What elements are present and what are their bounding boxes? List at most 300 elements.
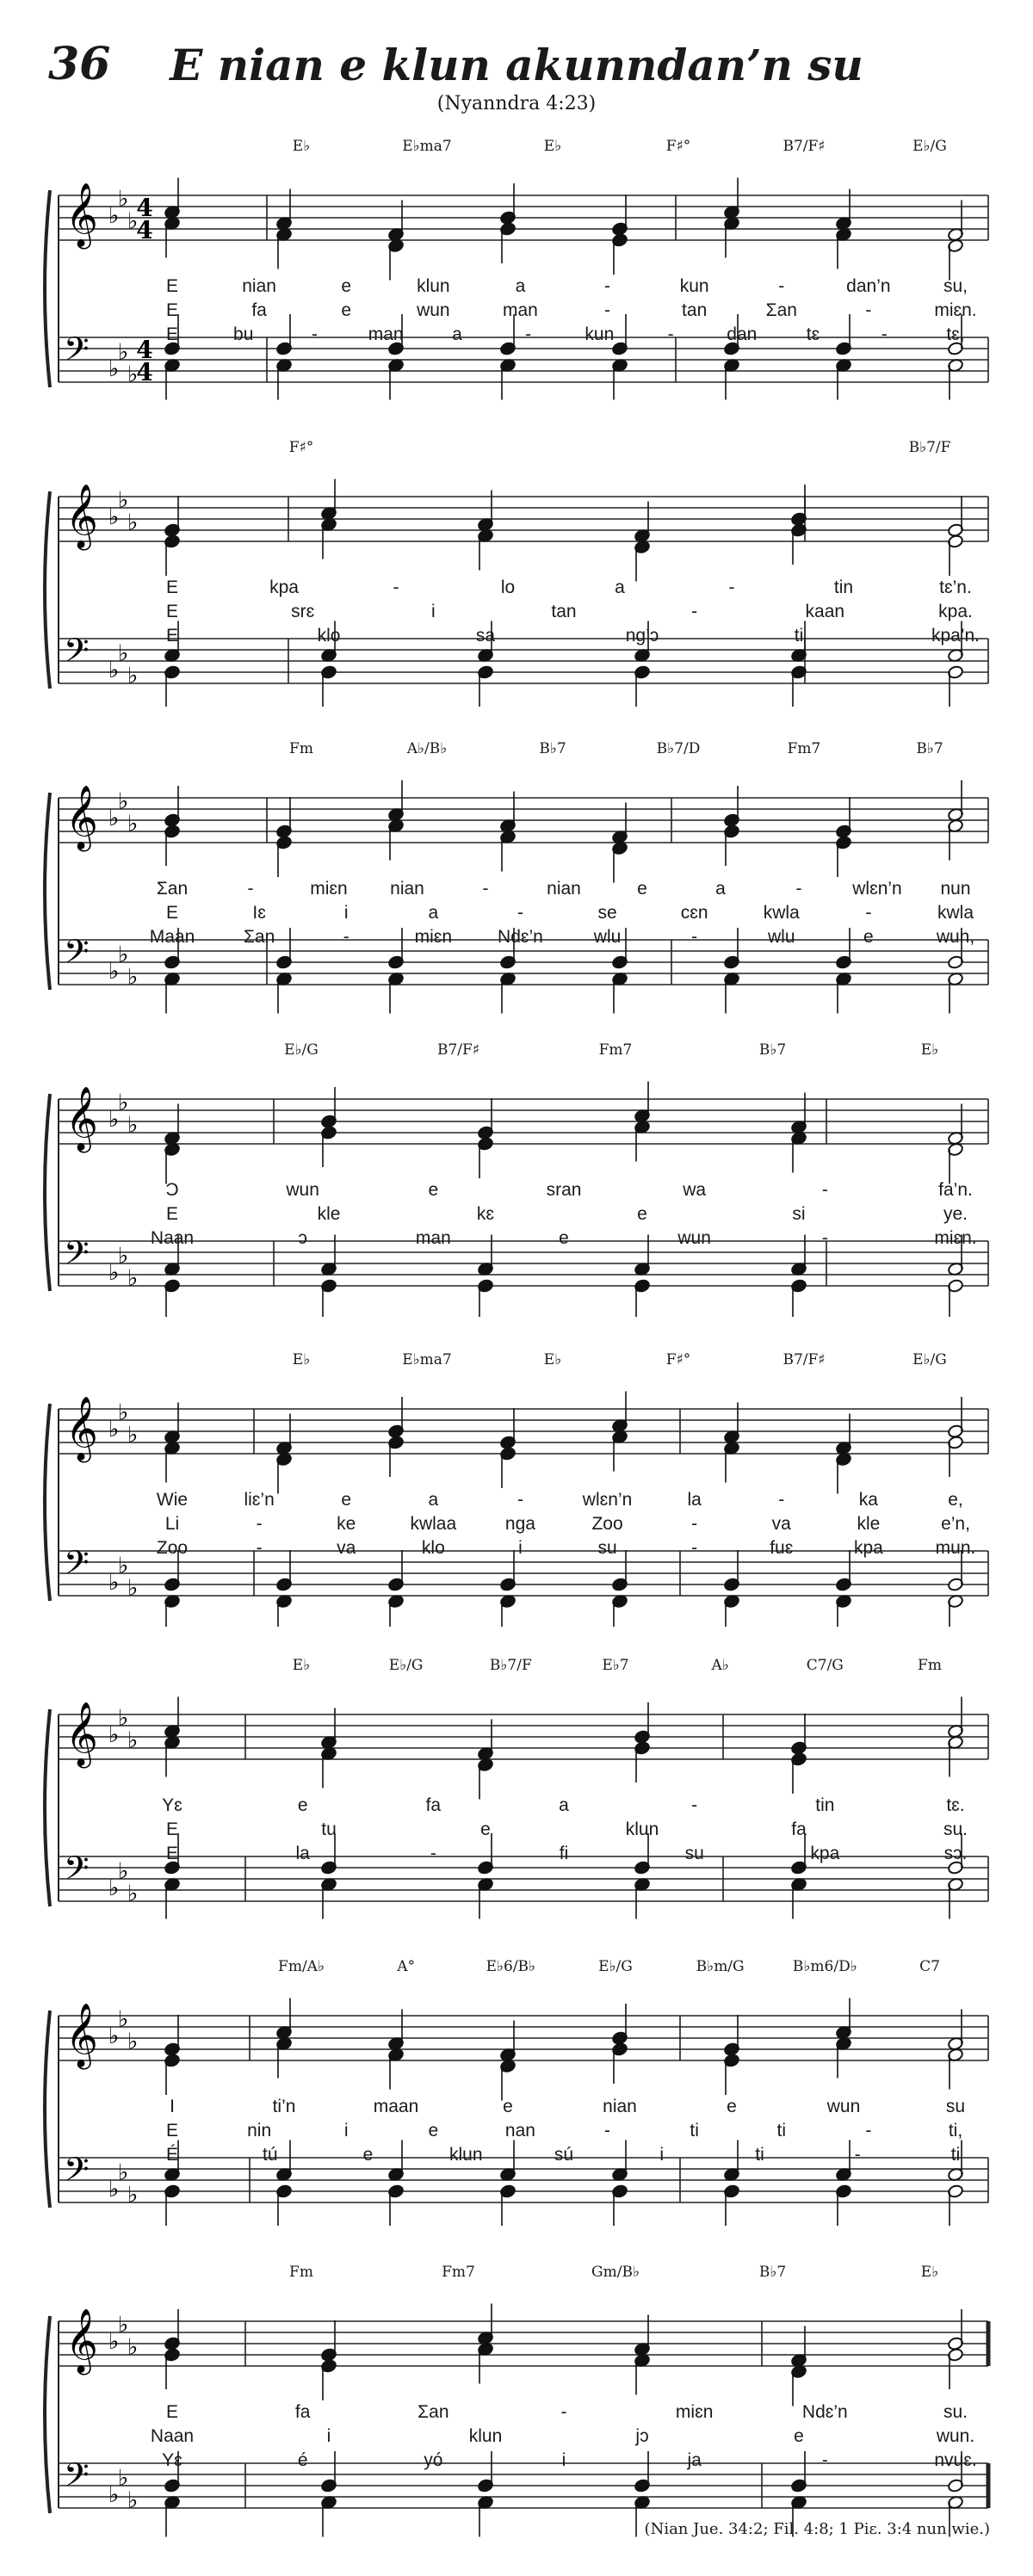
lyric-syllable: ka (858, 1490, 878, 1510)
note-head (947, 238, 963, 280)
note-head (275, 358, 292, 399)
note-head (611, 1430, 628, 1471)
svg-text:♭: ♭ (127, 208, 139, 235)
chord-symbol: F♯° (665, 138, 691, 155)
chord-symbol: C7 (919, 1958, 940, 1975)
key-signature-flats (108, 1859, 138, 1907)
note-head (835, 314, 851, 355)
chord-symbol: E♭/G (912, 1351, 947, 1368)
note-head (947, 1142, 963, 1183)
lyric-syllable: nvuɛ. (934, 2450, 977, 2470)
chord-symbol: Gm/B♭ (591, 2264, 640, 2281)
bass-clef-icon: 𝄢 (64, 932, 90, 979)
lyric-hyphen: - (604, 300, 611, 320)
lyric-syllable: klun (468, 2426, 503, 2446)
note-head (723, 1594, 739, 1627)
key-signature-flats (108, 1244, 138, 1292)
note-head (275, 1452, 292, 1493)
lyric-hyphen: - (691, 1795, 698, 1815)
scripture-reference: (Nyanndra 4:23) (436, 93, 597, 114)
bass-staff (59, 1856, 988, 1901)
lyric-syllable: e (559, 1228, 569, 1248)
note-head (947, 2184, 963, 2226)
bass-clef-icon: 𝄢 (64, 631, 90, 677)
note-head (387, 1436, 404, 1477)
time-signature (136, 194, 152, 244)
lyric-syllable: man (415, 1228, 451, 1248)
lyric-hyphen: - (604, 276, 611, 296)
lyric-syllable: nin (247, 2121, 272, 2140)
svg-text:♭: ♭ (108, 2329, 120, 2355)
svg-text:♭: ♭ (108, 203, 120, 229)
note-head (790, 1877, 807, 1918)
note-head (723, 2140, 739, 2182)
note-head (790, 1131, 807, 1172)
lyric-syllable: E (165, 578, 179, 597)
svg-text:♭: ♭ (118, 1243, 129, 1269)
lyric-syllable: miɛn (310, 879, 348, 899)
note-head (164, 2054, 180, 2095)
lyric-syllable: la (295, 1844, 310, 1863)
chord-symbol: E♭ma7 (402, 138, 452, 155)
svg-text:♭: ♭ (118, 2312, 129, 2338)
note-head (611, 2042, 628, 2084)
lyric-syllable: nian (390, 879, 424, 899)
lyric-hyphen: - (256, 1538, 263, 1558)
bass-clef-icon: 𝄢 (64, 1849, 90, 1895)
lyric-syllable: miɛn. (934, 1228, 977, 1248)
system-8 (0, 2255, 1033, 2539)
lyric-syllable: tan (551, 602, 577, 621)
brace (45, 491, 50, 689)
note-head (499, 1447, 516, 1488)
lyric-syllable: E (165, 2121, 179, 2140)
lyric-syllable: ja (687, 2450, 702, 2470)
lyric-syllable: su. (943, 2402, 968, 2422)
note-head (723, 358, 739, 399)
note-head (790, 665, 807, 707)
note-head (611, 972, 628, 1013)
note-head (499, 1408, 516, 1449)
lyric-syllable: e (341, 300, 352, 320)
key-signature-flats (108, 789, 138, 837)
lyric-syllable: cɛn (680, 903, 708, 923)
system-6 (0, 1648, 1033, 1932)
lyric-syllable: kaan (805, 602, 845, 621)
lyric-syllable: ti (950, 2145, 961, 2165)
svg-text:♭: ♭ (127, 1575, 139, 1602)
chord-symbol: E♭/G (284, 1041, 319, 1059)
lyric-syllable: wa (683, 1180, 707, 1200)
note-head (835, 1550, 851, 1591)
note-head (387, 358, 404, 399)
lyric-syllable: se (597, 903, 617, 923)
lyric-syllable: i (561, 2450, 566, 2470)
bass-staff (59, 1241, 988, 1286)
svg-text:♭: ♭ (127, 2182, 139, 2208)
lyric-syllable: fa (294, 2402, 311, 2422)
lyric-syllable: wun, (936, 927, 975, 947)
note-head (611, 195, 628, 236)
note-head (634, 1120, 650, 1161)
bass-staff (59, 639, 988, 683)
note-head (723, 2184, 739, 2226)
note-head (947, 1436, 963, 1477)
treble-clef-icon: 𝄞 (65, 1397, 98, 1461)
brace (45, 793, 50, 990)
svg-text:4: 4 (136, 216, 153, 244)
note-head (275, 928, 292, 969)
note-head (477, 2451, 493, 2493)
lyric-syllable: ti (776, 2121, 787, 2140)
system-3 (0, 732, 1033, 1016)
note-head (611, 2140, 628, 2182)
note-head (835, 2184, 851, 2226)
lyric-hyphen: - (778, 1490, 785, 1510)
note-head (164, 825, 180, 866)
note-head (275, 1998, 292, 2040)
svg-text:♭: ♭ (108, 1107, 120, 1133)
lyric-syllable: klo (317, 626, 341, 646)
bass-clef-icon: 𝄢 (64, 2150, 90, 2196)
chord-symbol: F♯° (665, 1351, 691, 1368)
note-head (790, 2451, 807, 2493)
lyric-hyphen: - (865, 903, 872, 923)
note-head (723, 1550, 739, 1591)
note-head (634, 1082, 650, 1123)
note-head (275, 227, 292, 269)
svg-text:♭: ♭ (108, 2482, 120, 2508)
treble-clef-icon: 𝄞 (65, 1702, 98, 1766)
lyric-syllable: kɛ (476, 1204, 495, 1224)
brace (45, 2316, 50, 2513)
lyric-syllable: fi (559, 1844, 569, 1863)
note-head (634, 1279, 650, 1317)
chord-symbol: B♭m6/D♭ (792, 1958, 857, 1975)
lyric-hyphen: - (691, 602, 698, 621)
note-head (320, 665, 337, 707)
svg-text:♭: ♭ (118, 339, 129, 366)
lyric-syllable: i (518, 1538, 523, 1558)
note-head (275, 1594, 292, 1627)
svg-text:♭: ♭ (127, 2334, 139, 2361)
lyric-syllable: Ndɛ’n (498, 927, 543, 947)
lyric-syllable: Maan (149, 927, 195, 947)
note-head (320, 2320, 337, 2362)
note-head (947, 1279, 963, 1317)
lyric-syllable: E (165, 1204, 179, 1224)
lyric-syllable: wun. (936, 2426, 975, 2446)
lyric-hyphen: - (516, 1490, 523, 1510)
lyric-hyphen: - (865, 2121, 872, 2140)
lyric-hyphen: - (482, 879, 489, 899)
treble-clef-icon: 𝄞 (65, 183, 98, 247)
lyric-syllable: a (715, 879, 726, 899)
svg-text:♭: ♭ (118, 1705, 129, 1732)
lyric-syllable: man (503, 300, 538, 320)
svg-text:4: 4 (136, 336, 153, 364)
chord-symbol: E♭ (292, 138, 311, 155)
svg-text:♭: ♭ (127, 1727, 139, 1754)
lyric-syllable: i (343, 903, 349, 923)
lyric-syllable: E (165, 602, 179, 621)
key-signature-flats (108, 2313, 138, 2361)
note-head (477, 528, 493, 570)
note-head (320, 1279, 337, 1317)
lyric-syllable: E (165, 324, 179, 344)
lyric-syllable: sa (475, 626, 496, 646)
chord-symbol: B♭7/D (656, 740, 701, 757)
chord-symbol: A♭/B♭ (406, 740, 448, 757)
lyric-hyphen: - (343, 927, 349, 947)
chord-symbol: B7/F♯ (436, 1041, 480, 1059)
chord-symbol: E♭ (920, 1041, 939, 1059)
brace (45, 190, 50, 387)
lyric-hyphen: - (795, 879, 802, 899)
lyric-syllable: su (597, 1538, 617, 1558)
lyric-syllable: ti (794, 626, 804, 646)
key-signature-flats (108, 1400, 138, 1449)
chord-symbol: Fm7 (787, 740, 821, 757)
note-head (835, 358, 851, 399)
treble-clef-icon: 𝄞 (65, 1087, 98, 1151)
svg-text:♭: ♭ (108, 959, 120, 985)
note-head (499, 2184, 516, 2226)
svg-text:♭: ♭ (127, 964, 139, 991)
lyric-syllable: tɛ (806, 324, 820, 344)
lyric-syllable: ke (337, 1514, 356, 1534)
lyric-syllable: tɛ. (946, 1795, 965, 1815)
note-head (499, 1550, 516, 1591)
lyric-syllable: kun (679, 276, 709, 296)
bass-clef-icon: 𝄢 (64, 330, 90, 376)
lyric-syllable: fa (425, 1795, 442, 1815)
note-head (164, 1697, 180, 1739)
lyric-syllable: bu (233, 324, 254, 344)
note-head (723, 928, 739, 969)
lyric-syllable: kwla (937, 903, 974, 923)
svg-text:4: 4 (136, 358, 153, 386)
lyric-syllable: Ʃan (156, 879, 189, 899)
svg-text:♭: ♭ (108, 2023, 120, 2049)
lyric-syllable: Zoo (156, 1538, 189, 1558)
note-head (387, 1550, 404, 1591)
svg-text:♭: ♭ (108, 658, 120, 683)
svg-text:♭: ♭ (118, 2006, 129, 2033)
lyric-syllable: E (165, 903, 179, 923)
note-head (947, 358, 963, 399)
lyric-syllable: i (326, 2426, 331, 2446)
lyric-syllable: Naan (150, 2426, 195, 2446)
lyric-syllable: mun. (935, 1538, 976, 1558)
lyric-syllable: wun (826, 2097, 861, 2116)
lyric-syllable: e (297, 1795, 308, 1815)
lyric-syllable: Yɛ (162, 1795, 182, 1815)
lyric-syllable: tin (833, 578, 854, 597)
svg-text:♭: ♭ (127, 1265, 139, 1292)
note-head (320, 517, 337, 559)
lyric-syllable: ti (755, 2145, 764, 2165)
lyric-syllable: Ndɛ’n (801, 2402, 848, 2422)
note-head (835, 227, 851, 269)
bass-clef-icon: 𝄢 (64, 2456, 90, 2502)
note-head (835, 1594, 851, 1627)
system-5 (0, 1343, 1033, 1627)
lyric-syllable: su, (943, 276, 968, 296)
lyric-syllable: kpa (810, 1844, 840, 1863)
treble-staff (59, 2016, 988, 2060)
lyric-syllable: a (559, 1795, 569, 1815)
chord-symbol: Fm (918, 1657, 942, 1674)
note-head (320, 479, 337, 521)
chord-symbol: B♭m/G (696, 1958, 745, 1975)
note-head (499, 972, 516, 1013)
note-head (723, 1441, 739, 1482)
note-head (611, 2004, 628, 2045)
chord-symbol: E♭ma7 (402, 1351, 452, 1368)
lyric-syllable: fa’n. (938, 1180, 973, 1200)
svg-text:♭: ♭ (108, 1722, 120, 1748)
note-head (723, 786, 739, 827)
lyric-syllable: kpa’n. (931, 626, 980, 646)
note-head (634, 2451, 650, 2493)
chord-symbol: Fm (289, 740, 313, 757)
svg-text:♭: ♭ (118, 942, 129, 968)
key-signature-flats (108, 942, 138, 991)
note-head (835, 1998, 851, 2040)
lyric-syllable: dan (727, 324, 758, 344)
lyric-syllable: su (684, 1844, 704, 1863)
chord-symbol: B♭7/F (908, 439, 951, 456)
note-head (499, 183, 516, 225)
key-signature-flats (108, 1706, 138, 1754)
lyric-syllable: nian (547, 879, 581, 899)
note-head (634, 1741, 650, 1782)
note-head (164, 786, 180, 827)
lyric-syllable: e (863, 927, 874, 947)
lyric-syllable: srɛ (291, 602, 315, 621)
lyric-syllable: e (727, 2097, 737, 2116)
svg-text:♭: ♭ (127, 1422, 139, 1449)
svg-text:♭: ♭ (127, 1112, 139, 1139)
chord-symbol: B♭7/F (489, 1657, 532, 1674)
note-head (275, 1550, 292, 1591)
note-head (499, 830, 516, 871)
lyric-syllable: wun (286, 1180, 319, 1200)
chord-symbol: B♭7 (916, 740, 943, 757)
key-signature-flats (108, 340, 138, 388)
lyric-syllable: Ʃan (418, 2402, 449, 2422)
svg-text:♭: ♭ (118, 1553, 129, 1579)
note-head (387, 819, 404, 860)
svg-text:♭: ♭ (108, 1417, 120, 1442)
chord-symbol: B♭7 (758, 1041, 787, 1059)
lyric-hyphen: - (778, 276, 785, 296)
lyric-syllable: fa (791, 1819, 807, 1839)
note-head (790, 2364, 807, 2406)
svg-text:♭: ♭ (118, 1090, 129, 1116)
lyric-syllable: wun (417, 300, 450, 320)
svg-text:♭: ♭ (118, 487, 129, 514)
key-signature-flats (108, 1090, 138, 1139)
lyric-syllable: va (337, 1538, 356, 1558)
lyric-syllable: E (165, 300, 179, 320)
svg-text:♭: ♭ (108, 1260, 120, 1286)
lyric-syllable: lo (500, 578, 516, 597)
lyric-syllable: Zoo (591, 1514, 623, 1534)
note-head (164, 2184, 180, 2226)
note-head (947, 496, 963, 537)
note-head (164, 2495, 180, 2536)
lyric-syllable: i (343, 2121, 349, 2140)
key-signature-flats (108, 488, 138, 536)
note-head (611, 314, 628, 355)
lyric-syllable: E (165, 626, 179, 646)
lyric-hyphen: - (393, 578, 399, 597)
lyric-syllable: e, (948, 1490, 963, 1510)
lyric-syllable: tɛ’n. (939, 578, 972, 597)
lyric-syllable: klun (625, 1819, 659, 1839)
note-head (477, 1098, 493, 1140)
lyric-syllable: ye. (943, 1204, 968, 1224)
note-head (947, 665, 963, 707)
note-head (947, 2309, 963, 2351)
chord-symbol: E♭/G (912, 138, 947, 155)
note-head (477, 1877, 493, 1918)
lyric-hyphen: - (691, 1538, 698, 1558)
lyric-hyphen: - (516, 903, 523, 923)
lyric-syllable: e (362, 2145, 374, 2165)
note-head (164, 1877, 180, 1918)
note-head (320, 1746, 337, 1788)
note-head (477, 2495, 493, 2536)
chord-symbol: B♭7 (758, 2264, 787, 2281)
lyric-syllable: su. (943, 1819, 968, 1839)
lyric-hyphen: - (728, 578, 735, 597)
note-head (477, 2342, 493, 2383)
note-head (835, 2140, 851, 2182)
svg-text:♭: ♭ (127, 2029, 139, 2055)
note-head (947, 1735, 963, 1776)
lyric-syllable: tan (682, 300, 708, 320)
lyric-syllable: nga (504, 1514, 535, 1534)
note-head (611, 233, 628, 275)
note-head (611, 358, 628, 399)
note-head (723, 178, 739, 219)
lyric-syllable: va (771, 1514, 791, 1534)
lyric-syllable: E (165, 276, 179, 296)
lyric-syllable: kwla (763, 903, 800, 923)
lyric-syllable: kle (857, 1514, 881, 1534)
note-head (947, 1877, 963, 1918)
bass-clef-icon: 𝄢 (64, 1543, 90, 1590)
note-head (387, 2184, 404, 2226)
svg-text:♭: ♭ (108, 1570, 120, 1596)
time-signature (136, 336, 152, 386)
treble-staff (59, 1714, 988, 1759)
lyric-syllable: i (430, 602, 436, 621)
lyric-hyphen: - (865, 300, 872, 320)
lyric-syllable: e (428, 2121, 439, 2140)
note-head (164, 2348, 180, 2389)
lyric-syllable: É (165, 2145, 179, 2165)
note-head (320, 2495, 337, 2536)
svg-text:♭: ♭ (108, 2177, 120, 2202)
lyric-syllable: kpa (269, 578, 299, 597)
note-head (164, 1594, 180, 1627)
lyric-syllable: yó (424, 2450, 443, 2470)
key-signature-flats (108, 2160, 138, 2208)
